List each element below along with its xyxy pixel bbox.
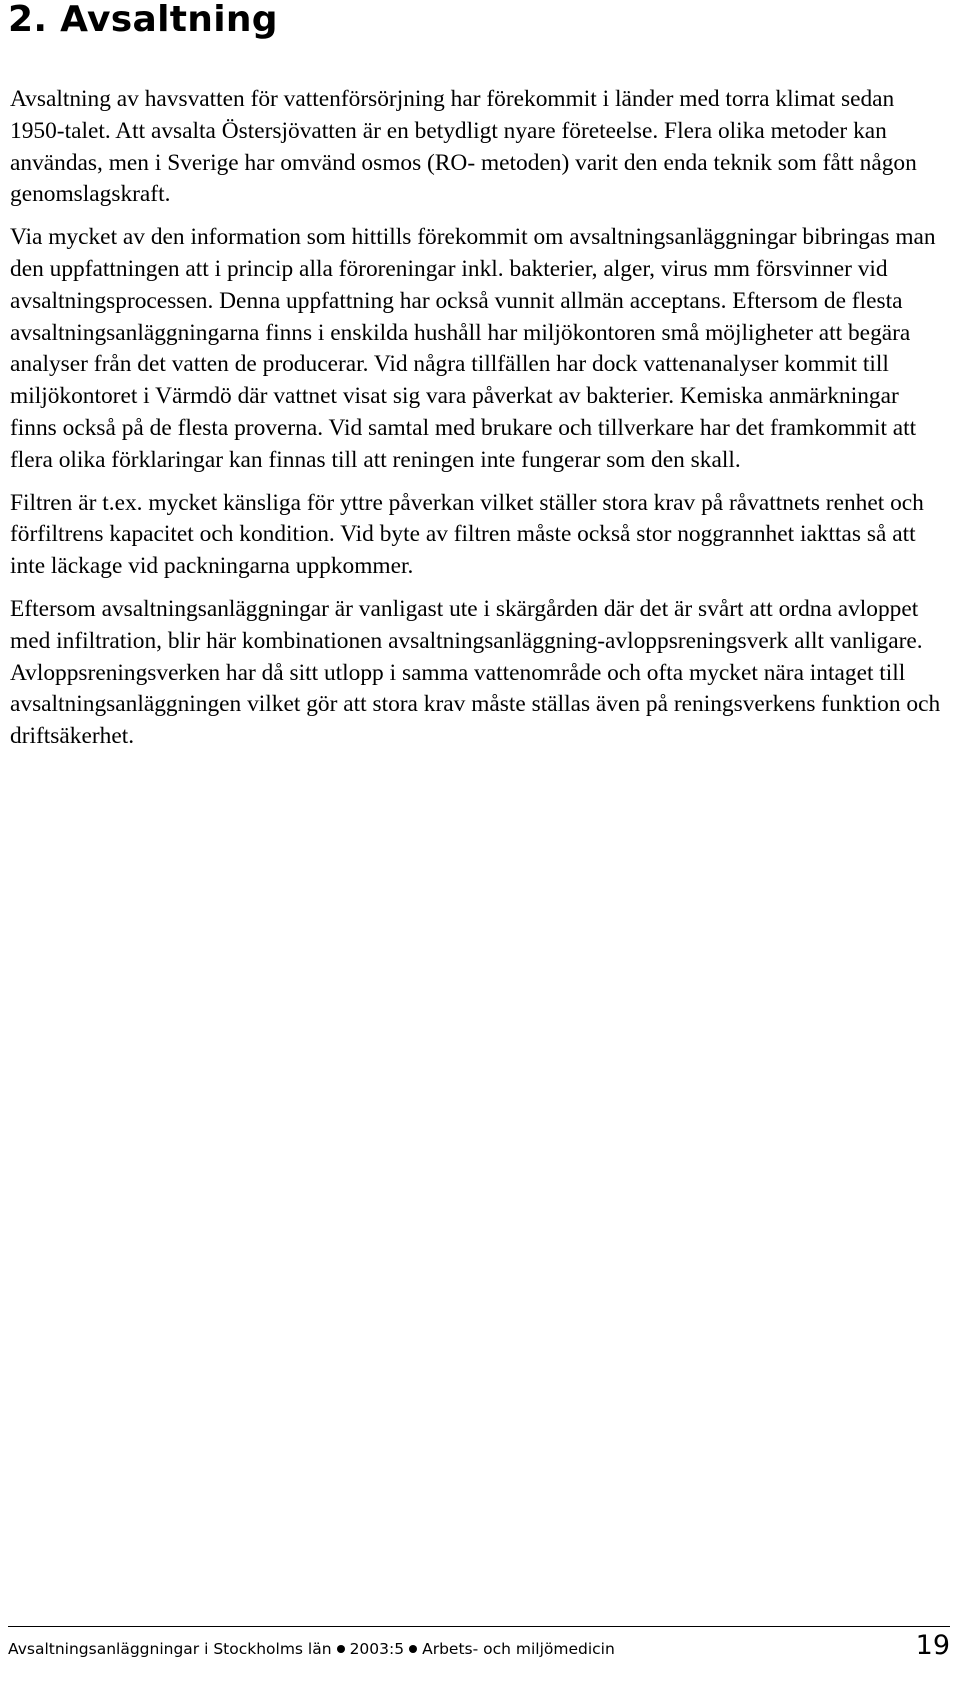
footer-publication: Avsaltningsanläggningar i Stockholms län <box>8 1640 332 1658</box>
bullet-icon <box>409 1645 417 1653</box>
paragraph-sewage: Eftersom avsaltningsanläggningar är vanligast ute i skärgården där det är svårt att ordna avloppet med infiltration, blir här kombinationen avsaltningsanläggning-avloppsreningsverk allt vanligare. Avloppsreningsverken har då sitt utlopp i samma vattenområde och ofta mycket nära intaget till avsaltningsanläggningen vilket gör att stora krav måste ställas även på reningsverkens funktion och driftsäkerhet. <box>10 595 941 750</box>
body-text <box>10 84 948 753</box>
paragraph-filters: Filtren är t.ex. mycket känsliga för yttre påverkan vilket ställer stora krav på råvattnets renhet och förfiltrens kapacitet och kondition. Vid byte av filtren måste också stor noggrannhet iakttas så att inte läckage vid packningarna uppkommer. <box>10 489 924 580</box>
paragraph-information: Via mycket av den information som hittills förekommit om avsaltningsanläggningar bibringas man den uppfattningen att i princip alla föroreningar inkl. bakterier, alger, virus mm försvinner vid avsaltningsprocessen. Denna uppfattning har också vunnit allmän acceptans. Eftersom de flesta avsaltningsanläggningarna finns i enskilda hushåll har miljökontoren små möjligheter att begära analyser från det vatten de producerar. Vid några tillfällen har dock vattenanalyser kommit till miljökontoret i Värmdö där vattnet visat sig vara påverkat av bakterier. Kemiska anmärkningar finns också på de flesta proverna. Vid samtal med brukare och tillverkare har det framkommit att flera olika förklaringar kan finnas till att reningen inte fungerar som den skall. <box>10 224 936 473</box>
bullet-icon <box>337 1645 345 1653</box>
footer-report-number: 2003:5 <box>349 1640 405 1658</box>
paragraph-intro: Avsaltning av havsvatten för vattenförsörjning har förekommit i länder med torra klimat sedan 1950-talet. Att avsalta Östersjövatten är en betydligt nyare företeelse. Flera olika metoder kan användas, men i Sverige har omvänd osmos (RO- metoden) varit den enda teknik som fått någon genomslagskraft. <box>10 86 917 208</box>
footer-info <box>8 1639 615 1659</box>
page-number: 19 <box>915 1630 950 1661</box>
section-heading: 2. Avsaltning <box>8 0 278 40</box>
page-footer <box>8 1626 950 1661</box>
footer-department: Arbets- och miljömedicin <box>422 1640 615 1658</box>
